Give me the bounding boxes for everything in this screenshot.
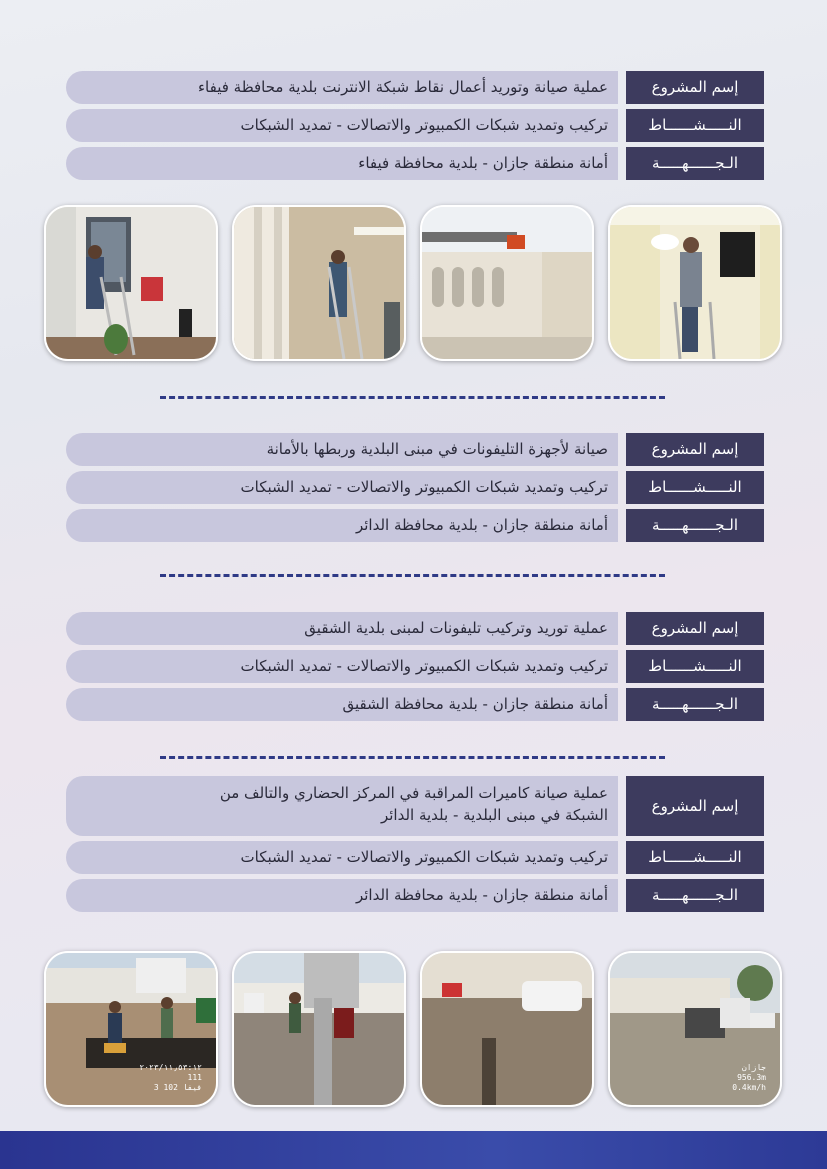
photo-crane-building	[420, 205, 594, 361]
section-divider	[160, 574, 665, 577]
entity-row	[66, 509, 764, 542]
activity-label: النـــــشــــــاط	[626, 109, 764, 142]
project-name: صيانة لأجهزة التليفونات في مبنى البلدية وربطها بالأمانة	[66, 433, 618, 466]
footer-bar	[0, 1131, 827, 1169]
entity-value: أمانة منطقة جازان - بلدية محافظة الشقيق	[66, 688, 618, 721]
entity-row	[66, 688, 764, 721]
activity-row	[66, 841, 764, 874]
entity-value: أمانة منطقة جازان - بلدية محافظة الدائر	[66, 509, 618, 542]
photo-timestamp: ٢٠٢٣/١١٫٥٣:١٢ 111 3 فيفا 102	[139, 1063, 202, 1092]
photo-timestamp: جازان 956.3m 0.4km/h	[732, 1063, 766, 1092]
project-block-3	[66, 612, 764, 726]
section-divider	[160, 756, 665, 759]
entity-value: أمانة منطقة جازان - بلدية محافظة فيفاء	[66, 147, 618, 180]
activity-value: تركيب وتمديد شبكات الكمبيوتر والاتصالات - تمديد الشبكات	[66, 841, 618, 874]
project-block-4	[66, 776, 764, 917]
activity-value: تركيب وتمديد شبكات الكمبيوتر والاتصالات - تمديد الشبكات	[66, 109, 618, 142]
project-row	[66, 71, 764, 104]
photo-technician-ladder-wall	[232, 205, 406, 361]
entity-value: أمانة منطقة جازان - بلدية محافظة الدائر	[66, 879, 618, 912]
project-label: إسم المشروع	[626, 433, 764, 466]
project-block-1	[66, 71, 764, 185]
photo-excavator-parking	[608, 951, 782, 1107]
section-divider	[160, 396, 665, 399]
activity-label: النـــــشــــــاط	[626, 650, 764, 683]
project-row	[66, 776, 764, 836]
photo-technician-ceiling-box	[608, 205, 782, 361]
photo-technician-cabinet	[44, 205, 218, 361]
activity-row	[66, 650, 764, 683]
photo-road-compactor	[44, 951, 218, 1107]
entity-label: الـجــــــهـــــة	[626, 147, 764, 180]
project-row	[66, 612, 764, 645]
entity-label: الـجــــــهـــــة	[626, 688, 764, 721]
project-label: إسم المشروع	[626, 612, 764, 645]
entity-label: الـجــــــهـــــة	[626, 879, 764, 912]
project-label: إسم المشروع	[626, 776, 764, 836]
project-row	[66, 433, 764, 466]
activity-label: النـــــشــــــاط	[626, 841, 764, 874]
entity-row	[66, 147, 764, 180]
entity-label: الـجــــــهـــــة	[626, 509, 764, 542]
project-name: عملية صيانة وتوريد أعمال نقاط شبكة الانترنت بلدية محافظة فيفاء	[66, 71, 618, 104]
project-name: عملية صيانة كاميرات المراقبة في المركز الحضاري والتالف من الشبكة في مبنى البلدية - بلدية الدائر	[66, 776, 618, 836]
project-label: إسم المشروع	[626, 71, 764, 104]
activity-value: تركيب وتمديد شبكات الكمبيوتر والاتصالات - تمديد الشبكات	[66, 471, 618, 504]
entity-row	[66, 879, 764, 912]
activity-value: تركيب وتمديد شبكات الكمبيوتر والاتصالات - تمديد الشبكات	[66, 650, 618, 683]
activity-label: النـــــشــــــاط	[626, 471, 764, 504]
activity-row	[66, 471, 764, 504]
project-name: عملية توريد وتركيب تليفونات لمبنى بلدية الشقيق	[66, 612, 618, 645]
photo-trench-cars	[420, 951, 594, 1107]
project-block-2	[66, 433, 764, 547]
photo-concrete-truck	[232, 951, 406, 1107]
activity-row	[66, 109, 764, 142]
